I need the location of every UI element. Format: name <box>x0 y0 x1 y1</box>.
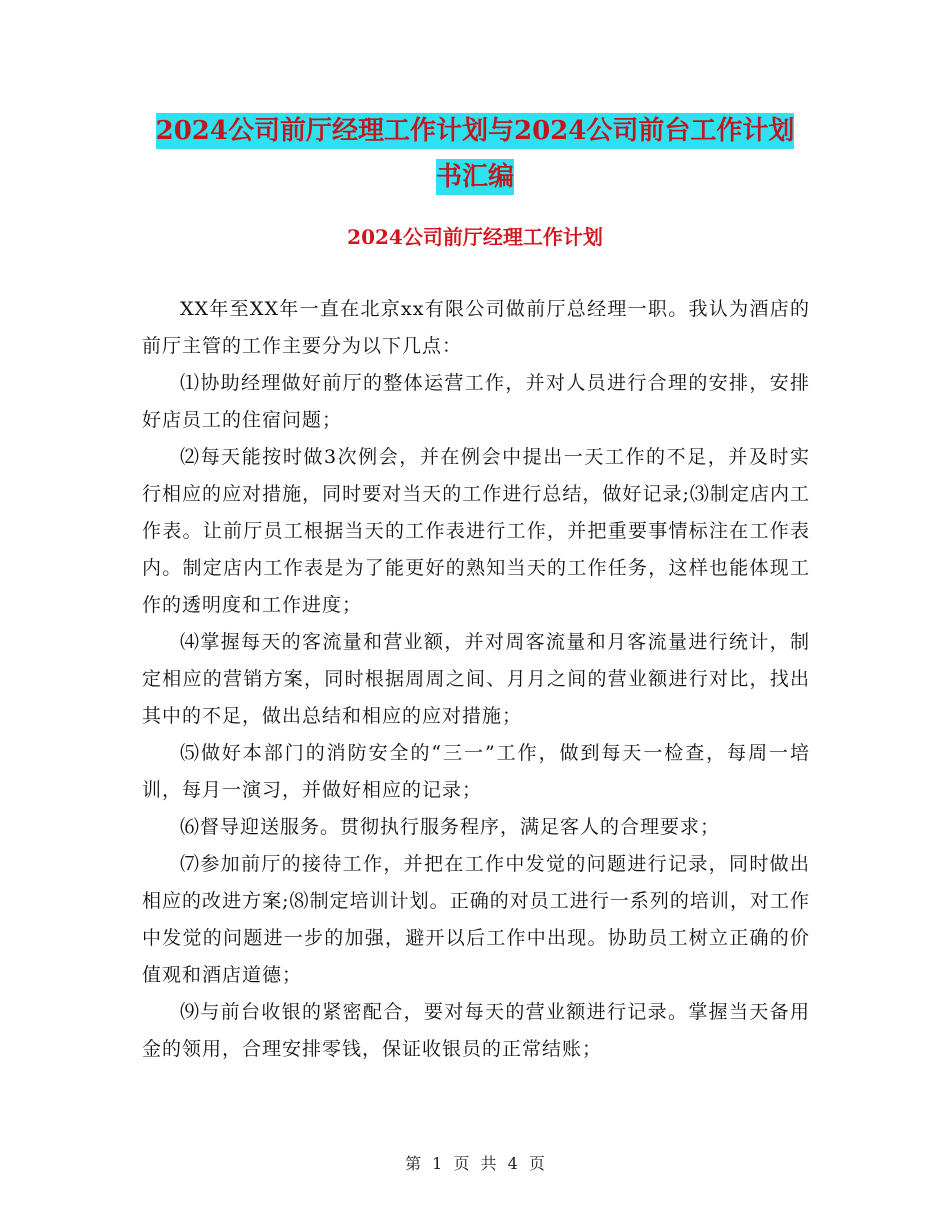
paragraph: ⑵每天能按时做3次例会，并在例会中提出一天工作的不足，并及时实行相应的应对措施，同时要对当天的工作进行总结，做好记录;⑶制定店内工作表。让前厅员工根据当天的工作表进行工作，并把重要事情标注在工作表内。制定店内工作表是为了能更好的熟知当天的工作任务，这样也能体现工作的透明度和工作进度； <box>142 446 810 616</box>
paragraph: ⑴协助经理做好前厅的整体运营工作，并对人员进行合理的安排，安排好店员工的住宿问题； <box>142 372 810 431</box>
paragraph: XX年至XX年一直在北京xx有限公司做前厅总经理一职。我认为酒店的前厅主管的工作主要分为以下几点： <box>142 298 810 357</box>
paragraph: ⑺参加前厅的接待工作，并把在工作中发觉的问题进行记录，同时做出相应的改进方案;⑻制定培训计划。正确的对员工进行一系列的培训，对工作中发觉的问题进一步的加强，避开以后工作中出现。协助员工树立正确的价值观和酒店道德； <box>142 853 810 986</box>
section-heading: 2024公司前厅经理工作计划 <box>347 225 603 249</box>
document-title-line-2: 书汇编 <box>436 159 514 195</box>
page-footer: 第 1 页 共 4 页 <box>405 1154 545 1173</box>
document-title-line-1: 2024公司前厅经理工作计划与2024公司前台工作计划 <box>156 113 795 149</box>
paragraph: ⑼与前台收银的紧密配合，要对每天的营业额进行记录。掌握当天备用金的领用，合理安排零钱，保证收银员的正常结账； <box>142 1001 810 1060</box>
document-body <box>142 291 810 1068</box>
paragraph: ⑹督导迎送服务。贯彻执行服务程序，满足客人的合理要求； <box>180 816 721 838</box>
paragraph: ⑸做好本部门的消防安全的“三一”工作，做到每天一检查，每周一培训，每月一演习，并做好相应的记录； <box>142 742 810 801</box>
paragraph: ⑷掌握每天的客流量和营业额，并对周客流量和月客流量进行统计，制定相应的营销方案，同时根据周周之间、月月之间的营业额进行对比，找出其中的不足，做出总结和相应的应对措施； <box>142 631 810 727</box>
document-title <box>0 108 950 200</box>
